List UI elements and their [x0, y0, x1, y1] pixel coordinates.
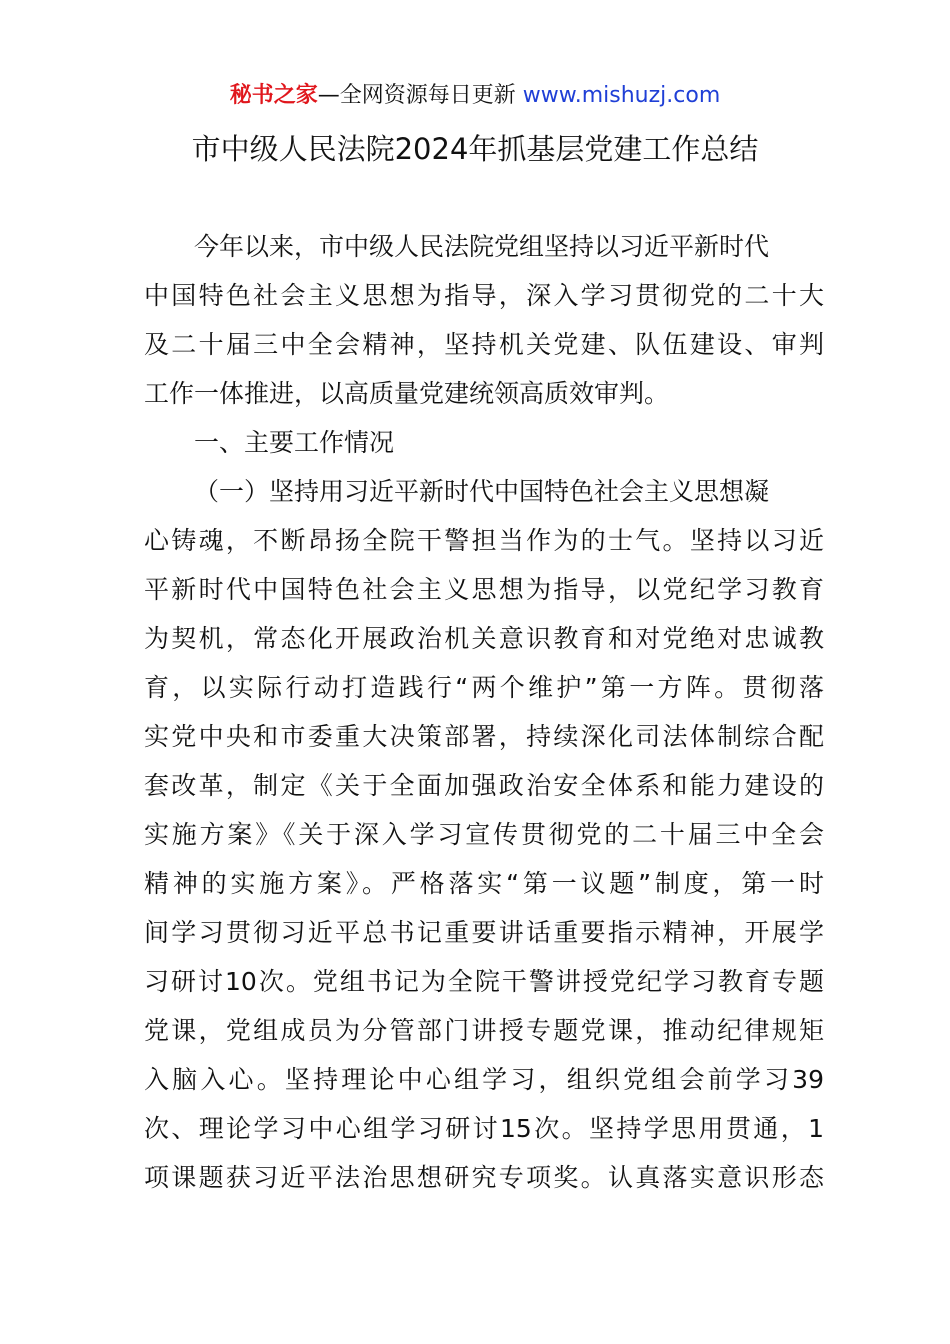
- paragraph-line: 习研讨10次。党组书记为全院干警讲授党纪学习教育专题: [144, 967, 824, 996]
- site-url: www.mishuzj.com: [522, 83, 721, 108]
- paragraph-line: 及二十届三中全会精神，坚持机关党建、队伍建设、审判: [144, 330, 824, 359]
- paragraph-line: 实施方案》《关于深入学习宣传贯彻党的二十届三中全会: [144, 820, 824, 849]
- paragraph-line: 精神的实施方案》。严格落实“第一议题”制度，第一时: [144, 869, 824, 898]
- paragraph-line: 入脑入心。坚持理论中心组学习，组织党组会前学习39: [144, 1065, 824, 1094]
- paragraph-line: 工作一体推进，以高质量党建统领高质效审判。: [144, 379, 670, 408]
- watermark-header: [0, 80, 950, 112]
- paragraph-line: 套改革，制定《关于全面加强政治安全体系和能力建设的: [144, 771, 824, 800]
- paragraph-line: （一）坚持用习近平新时代中国特色社会主义思想凝: [194, 477, 770, 506]
- paragraph-line: 实党中央和市委重大决策部署，持续深化司法体制综合配: [144, 722, 824, 751]
- paragraph-line: 心铸魂，不断昂扬全院干警担当作为的士气。坚持以习近: [144, 526, 824, 555]
- document-title: 市中级人民法院2024年抓基层党建工作总结: [191, 132, 759, 166]
- header-slogan: —全网资源每日更新: [317, 83, 516, 108]
- paragraph-line: 中国特色社会主义思想为指导，深入学习贯彻党的二十大: [144, 281, 824, 310]
- paragraph-line: 次、理论学习中心组学习研讨15次。坚持学思用贯通，1: [144, 1114, 824, 1143]
- paragraph-line: 为契机，常态化开展政治机关意识教育和对党绝对忠诚教: [144, 624, 824, 653]
- body-text: [144, 222, 824, 1202]
- paragraph-line: 间学习贯彻习近平总书记重要讲话重要指示精神，开展学: [144, 918, 824, 947]
- brand-name: 秘书之家: [229, 83, 318, 108]
- section-heading: 一、主要工作情况: [194, 428, 395, 457]
- paragraph-line: 项课题获习近平法治思想研究专项奖。认真落实意识形态: [144, 1163, 824, 1192]
- paragraph-line: 今年以来，市中级人民法院党组坚持以习近平新时代: [194, 232, 770, 261]
- paragraph-line: 育，以实际行动打造践行“两个维护”第一方阵。贯彻落: [144, 673, 824, 702]
- paragraph-line: 党课，党组成员为分管部门讲授专题党课，推动纪律规矩: [144, 1016, 824, 1045]
- paragraph-line: 平新时代中国特色社会主义思想为指导，以党纪学习教育: [144, 575, 824, 604]
